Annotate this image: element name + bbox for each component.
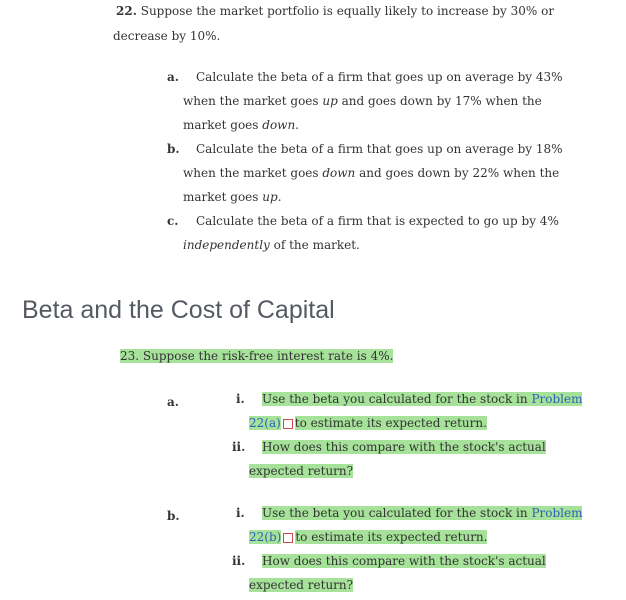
item-a-line3-pre: market goes bbox=[183, 118, 263, 132]
item-c-line2-em: independently bbox=[183, 238, 270, 252]
item-b-line2-post: and goes down by 22% when the bbox=[355, 166, 560, 180]
part-b-i-label: i. bbox=[236, 506, 245, 520]
part-label-b: b. bbox=[167, 509, 180, 523]
item-a-line2-pre: when the market goes bbox=[183, 94, 323, 108]
item-b-line3 bbox=[183, 190, 282, 204]
part-a-i-label: i. bbox=[236, 392, 245, 406]
comment-marker-icon[interactable] bbox=[283, 419, 293, 429]
item-a-line3 bbox=[183, 118, 299, 132]
item-a-line3-em: down bbox=[262, 118, 296, 132]
part-label-a: a. bbox=[167, 395, 179, 409]
item-b-line2-pre: when the market goes bbox=[183, 166, 323, 180]
part-a-ii-label: ii. bbox=[232, 440, 246, 454]
part-b-ii-line1 bbox=[262, 554, 546, 568]
item-a-line2-em: up bbox=[322, 94, 338, 108]
problem-23-statement-text: 23. Suppose the risk-free interest rate is 4%. bbox=[120, 349, 394, 363]
part-b-i-line1 bbox=[262, 506, 582, 520]
item-a-line2 bbox=[183, 94, 542, 108]
item-label-b: b. bbox=[167, 142, 180, 156]
part-a-i-line2 bbox=[249, 416, 487, 430]
item-b-line2-em: down bbox=[322, 166, 356, 180]
part-b-i-line2 bbox=[249, 530, 487, 544]
part-b-ii-line1-text: How does this compare with the stock's actual bbox=[262, 554, 546, 568]
item-c-line2-post: of the market. bbox=[269, 238, 360, 252]
part-b-ii-line2 bbox=[249, 578, 353, 592]
part-b-i-line2-text: to estimate its expected return. bbox=[295, 530, 488, 544]
part-b-ii-label: ii. bbox=[232, 554, 246, 568]
item-a-line1: Calculate the beta of a firm that goes up on average by 43% bbox=[196, 70, 563, 84]
item-c-line1: Calculate the beta of a firm that is expected to go up by 4% bbox=[196, 214, 559, 228]
problem-22-intro-line2: decrease by 10%. bbox=[113, 29, 221, 43]
part-a-ii-line1 bbox=[262, 440, 546, 454]
item-label-a: a. bbox=[167, 70, 179, 84]
item-c-line2 bbox=[183, 238, 360, 252]
item-a-line3-post: . bbox=[295, 118, 299, 132]
problem-22-intro-text: Suppose the market portfolio is equally likely to increase by 30% or bbox=[140, 4, 555, 18]
item-b-line3-pre: market goes bbox=[183, 190, 263, 204]
part-a-i-line1-text: Use the beta you calculated for the stock in bbox=[262, 392, 532, 406]
item-b-line1: Calculate the beta of a firm that goes up on average by 18% bbox=[196, 142, 563, 156]
item-b-line2 bbox=[183, 166, 559, 180]
problem-22a-link-part1[interactable]: Problem bbox=[531, 392, 583, 406]
section-heading: Beta and the Cost of Capital bbox=[22, 296, 335, 324]
item-b-line3-post: . bbox=[277, 190, 282, 204]
item-b-line3-em: up bbox=[262, 190, 278, 204]
part-a-ii-line2-text: expected return? bbox=[249, 464, 354, 478]
part-a-i-line1 bbox=[262, 392, 582, 406]
part-a-i-line2-text: to estimate its expected return. bbox=[294, 416, 487, 430]
problem-22b-link-part2[interactable]: 22(b) bbox=[249, 530, 282, 544]
comment-marker-icon[interactable] bbox=[283, 533, 293, 543]
problem-22-intro-line1 bbox=[116, 4, 554, 18]
item-label-c: c. bbox=[167, 214, 179, 228]
problem-22-number: 22. bbox=[116, 4, 137, 18]
problem-23-statement bbox=[120, 349, 393, 363]
part-a-ii-line1-text: How does this compare with the stock's actual bbox=[262, 440, 546, 454]
problem-22b-link-part1[interactable]: Problem bbox=[531, 506, 583, 520]
part-b-ii-line2-text: expected return? bbox=[249, 578, 354, 592]
part-b-i-line1-text: Use the beta you calculated for the stock in bbox=[262, 506, 532, 520]
part-a-ii-line2 bbox=[249, 464, 353, 478]
item-a-line2-post: and goes down by 17% when the bbox=[337, 94, 542, 108]
problem-22a-link-part2[interactable]: 22(a) bbox=[249, 416, 281, 430]
